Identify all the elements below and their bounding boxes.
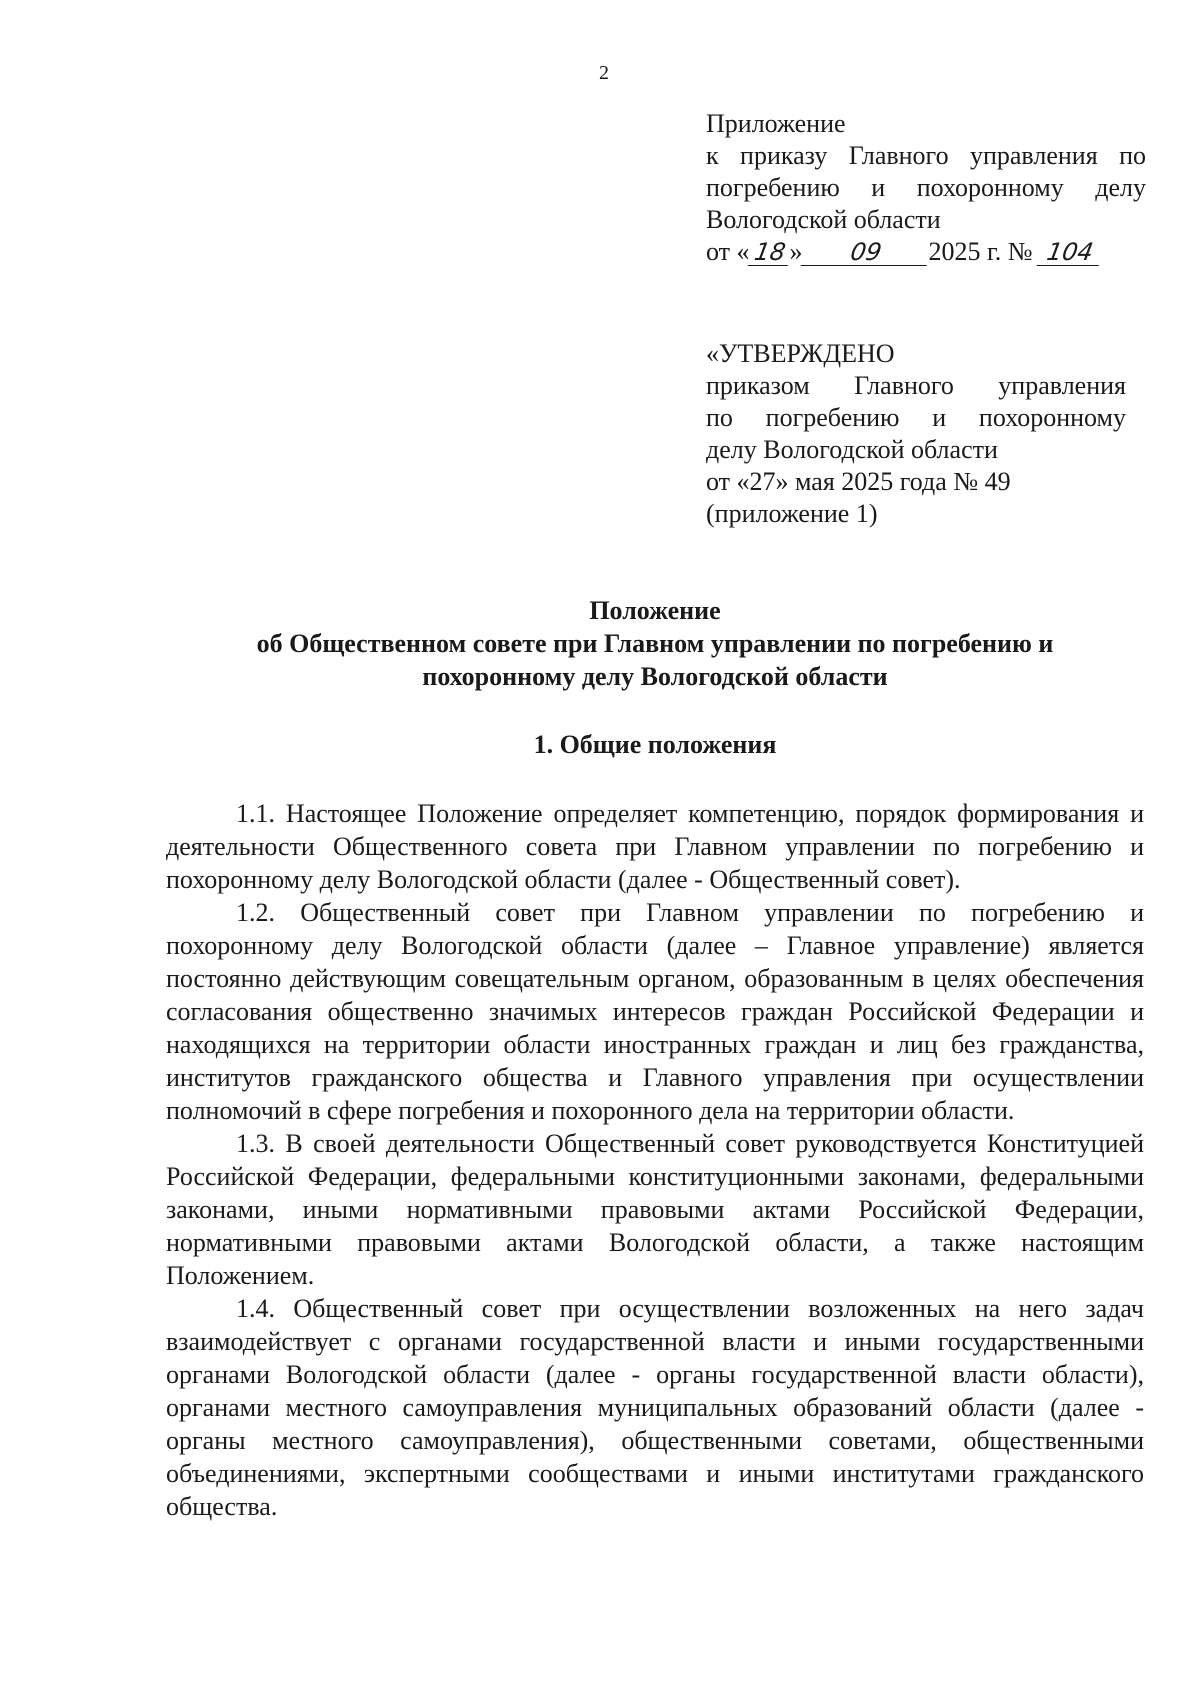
approved-line: от «27» мая 2025 года № 49 [706,467,1011,496]
handwritten-day: 18 [747,239,792,266]
appendix-title: Приложение [706,109,846,138]
paragraph-1-1: 1.1. Настоящее Положение определяет компетенцию, порядок формирования и деятельности Общественного совета при Главном управлении по погребению и похоронному делу Вологодской области (далее - Общественный совет). [166,799,1144,894]
handwritten-month: 09 [800,239,931,266]
appendix-line: погребению и похоронному делу [706,173,1146,202]
paragraph-1-3: 1.3. В своей деятельности Общественный совет руководствуется Конституцией Российской Федерации, федеральными конституционными законами, федеральными законами, иными нормативными правовыми актами Российской Федерации, нормативными правовыми актами Вологодской области, а также настоящим Положением. [166,1129,1144,1290]
title-line: похоронному делу Вологодской области [422,662,888,691]
approved-line: делу Вологодской области [706,435,998,464]
appendix-line: к приказу Главного управления по [706,141,1146,170]
approval-stamp-text [706,338,1126,530]
appendix-date-line [706,236,1146,268]
paragraph-1-2: 1.2. Общественный совет при Главном управлении по погребению и похоронному делу Вологодской области (далее – Главное управление) является постоянно действующим совещательным органом, образованным в целях обеспечения согласования общественно значимых интересов граждан Российской Федерации и находящихся на территории области иностранных граждан и лиц без гражданства, институтов гражданского общества и Главного управления при осуществлении полномочий в сфере погребения и похоронного дела на территории области. [166,898,1144,1125]
approved-line: «УТВЕРЖДЕНО [706,339,895,368]
approved-line: по погребению и похоронному [706,403,1126,432]
date-prefix: от « [706,237,750,266]
title-line: об Общественном совете при Главном управлении по погребению и [256,629,1054,658]
page-number: 2 [599,62,609,84]
paragraph-1-4: 1.4. Общественный совет при осуществлении возложенных на него задач взаимодействует с органами государственной власти и иными государственными органами Вологодской области (далее - органы государственной власти области), органами местного самоуправления муниципальных образований области (далее - органы местного самоуправления), общественными советами, общественными объединениями, экспертными сообществами и иными институтами гражданского общества. [166,1294,1144,1521]
approved-line: приказом Главного управления [706,371,1126,400]
appendix-line: Вологодской области [706,205,941,234]
title-line: Положение [589,596,721,625]
date-year: 2025 г. № [928,237,1033,266]
document-title [150,594,1160,693]
section-body [166,797,1144,1523]
approved-line: (приложение 1) [706,499,878,528]
section-heading: 1. Общие положения [533,730,777,759]
date-mid: » [789,237,803,266]
handwritten-order-number: 104 [1037,239,1104,266]
appendix-header [706,108,1146,268]
